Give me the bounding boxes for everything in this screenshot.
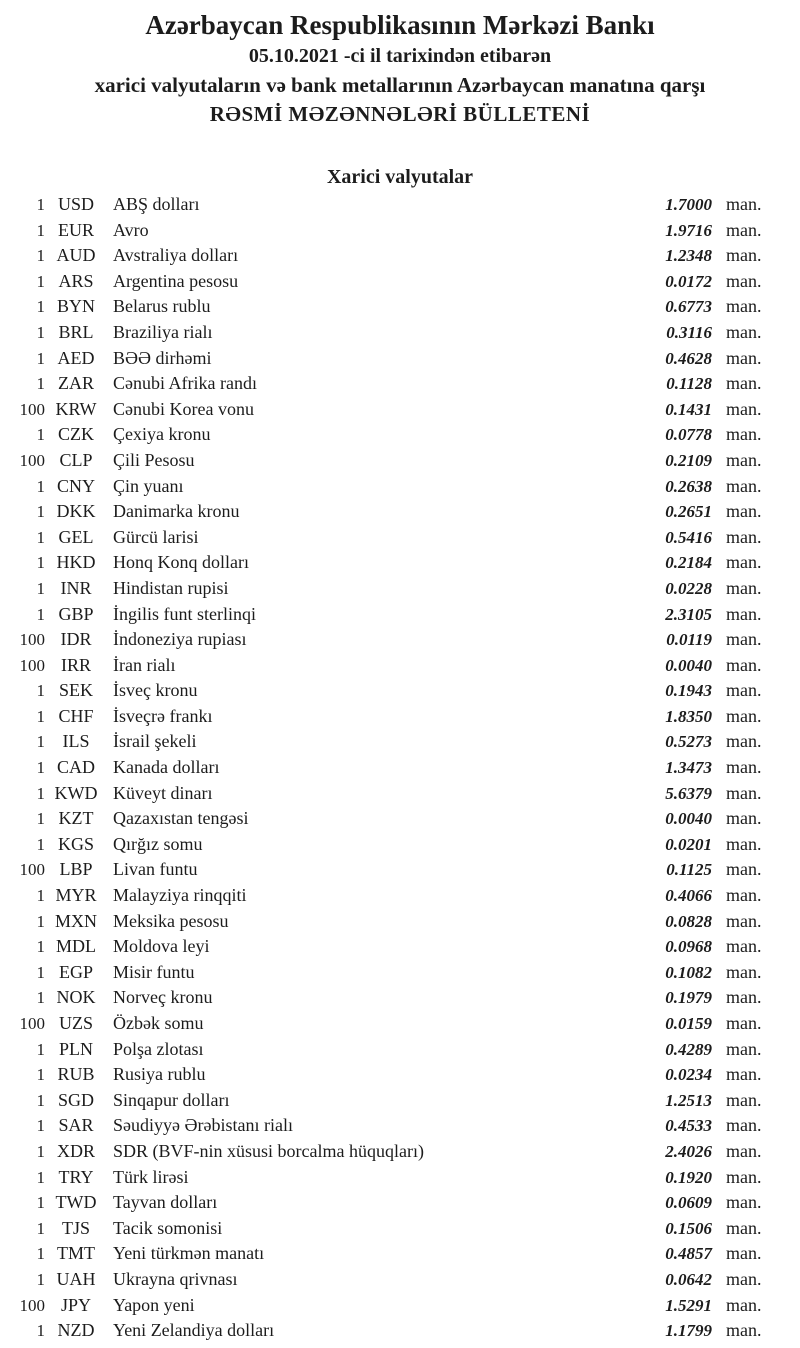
rate-value: 0.2184 (665, 553, 712, 573)
currency-code: TWD (55, 1192, 97, 1213)
rate-row (0, 245, 800, 271)
currency-code: MDL (56, 936, 96, 957)
rate-value: 0.5273 (665, 732, 712, 752)
nominal-value: 1 (36, 553, 45, 573)
nominal-value: 1 (36, 527, 45, 547)
rate-value: 0.0040 (665, 809, 712, 829)
currency-code: NZD (57, 1320, 95, 1341)
currency-code: TMT (57, 1243, 95, 1264)
unit-label: man. (726, 577, 762, 598)
rate-row (0, 1064, 800, 1090)
rate-row (0, 424, 800, 450)
currency-code: BRL (58, 321, 94, 342)
nominal-value: 100 (19, 860, 45, 880)
rates-table (0, 194, 800, 1346)
currency-code: AED (57, 347, 95, 368)
unit-label: man. (726, 526, 762, 547)
nominal-value: 1 (36, 348, 45, 368)
currency-name: İngilis funt sterlinqi (113, 603, 256, 624)
currency-code: UZS (58, 1013, 93, 1033)
nominal-value: 1 (36, 758, 45, 778)
currency-code: KRW (55, 398, 97, 419)
currency-name: Cənubi Korea vonu (113, 398, 254, 419)
currency-name: Yapon yeni (113, 1294, 195, 1315)
unit-label: man. (726, 1089, 762, 1110)
currency-code: EUR (58, 219, 94, 240)
currency-name: İsveç kronu (113, 680, 198, 701)
rate-row (0, 552, 800, 578)
unit-label: man. (726, 859, 762, 880)
rate-row (0, 808, 800, 834)
rate-value: 0.6773 (665, 297, 712, 317)
rate-value: 0.4066 (665, 886, 712, 906)
unit-label: man. (726, 1217, 762, 1238)
rate-value: 1.5291 (665, 1295, 712, 1315)
currency-name: Hindistan rupisi (113, 577, 229, 598)
currency-name: Çili Pesosu (113, 449, 195, 470)
rate-row (0, 1167, 800, 1193)
nominal-value: 1 (36, 1090, 45, 1110)
unit-label: man. (726, 1268, 762, 1289)
rate-value: 0.4628 (665, 348, 712, 368)
rate-row (0, 322, 800, 348)
currency-name: Yeni Zelandiya dolları (113, 1320, 275, 1341)
unit-label: man. (726, 603, 762, 624)
nominal-value: 1 (36, 502, 45, 522)
nominal-value: 1 (36, 1065, 45, 1085)
rate-value: 1.1799 (665, 1321, 712, 1341)
unit-label: man. (726, 1320, 762, 1341)
unit-label: man. (726, 475, 762, 496)
currency-name: Səudiyyə Ərəbistanı rialı (113, 1115, 293, 1136)
unit-label: man. (726, 1038, 762, 1059)
nominal-value: 1 (36, 246, 45, 266)
currency-name: Qazaxıstan tengəsi (113, 808, 249, 829)
rate-row (0, 655, 800, 681)
rate-value: 0.2109 (665, 450, 712, 470)
unit-label: man. (726, 1294, 762, 1315)
unit-label: man. (726, 808, 762, 829)
currency-name: Danimarka kronu (113, 501, 240, 522)
currency-name: Küveyt dinarı (113, 782, 213, 803)
rate-row (0, 859, 800, 885)
currency-code: CAD (56, 757, 95, 778)
nominal-value: 1 (36, 322, 45, 342)
unit-label: man. (726, 757, 762, 778)
effective-date-line: 05.10.2021 -ci il tarixindən etibarən (248, 45, 552, 67)
rate-value: 0.0201 (665, 834, 712, 854)
rate-value: 0.1082 (665, 962, 712, 982)
nominal-value: 1 (36, 834, 45, 854)
rate-row (0, 783, 800, 809)
nominal-value: 1 (36, 1116, 45, 1136)
rate-value: 0.5416 (665, 527, 712, 547)
nominal-value: 1 (36, 1269, 45, 1289)
rate-row (0, 1295, 800, 1321)
currency-code: NOK (56, 987, 96, 1008)
unit-label: man. (726, 961, 762, 982)
rate-value: 1.3473 (665, 758, 712, 778)
currency-name: Sinqapur dolları (113, 1089, 230, 1110)
rate-row (0, 1013, 800, 1039)
unit-label: man. (726, 321, 762, 342)
currency-code: SEK (58, 680, 93, 701)
currency-name: İsveçrə frankı (113, 705, 213, 726)
unit-label: man. (726, 245, 762, 266)
rate-value: 0.0172 (665, 271, 712, 291)
unit-label: man. (726, 219, 762, 240)
currency-code: KWD (54, 782, 98, 803)
rate-value: 0.1125 (666, 860, 712, 880)
nominal-value: 1 (36, 476, 45, 496)
rate-value: 1.7000 (665, 195, 712, 214)
unit-label: man. (726, 1013, 762, 1033)
currency-code: MYR (55, 885, 97, 906)
nominal-value: 100 (19, 1295, 45, 1315)
nominal-value: 1 (36, 425, 45, 445)
currency-name: ABŞ dolları (113, 194, 200, 214)
nominal-value: 100 (19, 630, 45, 650)
currency-name: Livan funtu (113, 859, 198, 880)
unit-label: man. (726, 885, 762, 906)
nominal-value: 1 (36, 271, 45, 291)
rate-value: 0.0828 (665, 911, 712, 931)
rate-row (0, 348, 800, 374)
currency-name: Avro (113, 219, 149, 240)
unit-label: man. (726, 424, 762, 445)
rate-value: 0.0159 (665, 1014, 712, 1033)
currency-code: INR (60, 577, 92, 598)
nominal-value: 1 (36, 1193, 45, 1213)
unit-label: man. (726, 1064, 762, 1085)
currency-code: XDR (56, 1140, 95, 1161)
unit-label: man. (726, 347, 762, 368)
rate-row (0, 1218, 800, 1244)
currency-name: Qırğız somu (113, 833, 203, 854)
unit-label: man. (726, 501, 762, 522)
nominal-value: 1 (36, 988, 45, 1008)
currency-code: MXN (54, 910, 97, 931)
unit-label: man. (726, 1192, 762, 1213)
rate-value: 0.1979 (665, 988, 712, 1008)
rate-value: 1.2348 (665, 246, 712, 266)
nominal-value: 1 (36, 604, 45, 624)
unit-label: man. (726, 936, 762, 957)
currency-name: İsrail şekeli (113, 731, 197, 752)
rate-value: 5.6379 (665, 783, 712, 803)
nominal-value: 1 (36, 962, 45, 982)
rate-value: 0.0040 (665, 655, 712, 675)
unit-label: man. (726, 1140, 762, 1161)
currency-code: ARS (58, 270, 94, 291)
nominal-value: 1 (36, 1039, 45, 1059)
currency-code: CLP (59, 449, 93, 470)
page-title: Azərbaycan Respublikasının Mərkəzi Bankı (145, 10, 655, 40)
currency-name: Gürcü larisi (113, 526, 199, 547)
currency-name: Misir funtu (113, 961, 195, 982)
rate-value: 0.1943 (665, 681, 712, 701)
currency-name: Tacik somonisi (113, 1217, 223, 1238)
bulletin-header (0, 8, 800, 128)
rate-row (0, 399, 800, 425)
nominal-value: 1 (36, 374, 45, 394)
nominal-value: 1 (36, 1141, 45, 1161)
rate-row (0, 220, 800, 246)
currency-name: Çin yuanı (113, 475, 184, 496)
rate-row (0, 680, 800, 706)
unit-label: man. (726, 833, 762, 854)
rate-row (0, 706, 800, 732)
unit-label: man. (726, 987, 762, 1008)
rate-row (0, 527, 800, 553)
currency-code: AUD (56, 245, 96, 266)
nominal-value: 1 (36, 732, 45, 752)
currency-code: HKD (56, 552, 96, 573)
currency-code: USD (57, 194, 94, 214)
unit-label: man. (726, 1115, 762, 1136)
currency-code: EGP (58, 961, 93, 982)
currency-code: KZT (58, 808, 94, 829)
nominal-value: 1 (36, 1167, 45, 1187)
rate-value: 0.0609 (665, 1193, 712, 1213)
currency-code: ZAR (58, 373, 94, 394)
nominal-value: 1 (36, 1321, 45, 1341)
nominal-value: 1 (36, 1218, 45, 1238)
rate-value: 0.0119 (666, 630, 712, 650)
subtitle-line: xarici valyutaların və bank metallarının Azərbaycan manatına qarşı (94, 73, 706, 97)
currency-name: Norveç kronu (113, 987, 213, 1008)
currency-name: Braziliya rialı (113, 321, 213, 342)
rate-value: 1.8350 (665, 706, 712, 726)
currency-name: Belarus rublu (113, 296, 211, 317)
currency-name: Çexiya kronu (113, 424, 211, 445)
nominal-value: 1 (36, 578, 45, 598)
currency-name: Polşa zlotası (113, 1038, 204, 1059)
currency-name: Avstraliya dolları (113, 245, 239, 266)
currency-code: UAH (56, 1268, 96, 1289)
rate-row (0, 578, 800, 604)
currency-code: GEL (58, 526, 94, 547)
rate-value: 0.0968 (665, 937, 712, 957)
rate-row (0, 911, 800, 937)
currency-name: Tayvan dolları (113, 1192, 218, 1213)
currency-name: Cənubi Afrika randı (113, 373, 257, 394)
currency-name: Moldova leyi (113, 936, 210, 957)
currency-code: CNY (56, 475, 95, 496)
rate-value: 0.1431 (665, 399, 712, 419)
currency-code: TJS (61, 1217, 90, 1238)
unit-label: man. (726, 910, 762, 931)
unit-label: man. (726, 680, 762, 701)
unit-label: man. (726, 1243, 762, 1264)
rate-row (0, 629, 800, 655)
unit-label: man. (726, 552, 762, 573)
currency-name: Özbək somu (113, 1013, 204, 1033)
unit-label: man. (726, 194, 762, 214)
section-title-foreign-currencies: Xarici valyutalar (326, 166, 474, 188)
rate-value: 0.2638 (665, 476, 712, 496)
currency-code: CHF (58, 705, 94, 726)
currency-name: İran rialı (113, 654, 176, 675)
currency-name: BƏƏ dirhəmi (113, 347, 212, 368)
rate-row (0, 834, 800, 860)
nominal-value: 1 (36, 681, 45, 701)
nominal-value: 1 (36, 220, 45, 240)
rate-row (0, 1039, 800, 1065)
currency-name: Malayziya rinqqiti (113, 885, 247, 906)
rate-value: 0.1128 (666, 374, 712, 394)
rate-row (0, 987, 800, 1013)
bulletin-title: RƏSMİ MƏZƏNNƏLƏRİ BÜLLETENİ (209, 102, 591, 126)
nominal-value: 100 (19, 1014, 45, 1033)
currency-code: TRY (58, 1166, 94, 1187)
nominal-value: 1 (36, 783, 45, 803)
nominal-value: 1 (36, 886, 45, 906)
currency-name: SDR (BVF-nin xüsusi borcalma hüquqları) (113, 1140, 424, 1161)
currency-code: LBP (59, 859, 93, 880)
rate-value: 0.3116 (666, 322, 712, 342)
rate-row (0, 501, 800, 527)
unit-label: man. (726, 449, 762, 470)
rate-row (0, 1090, 800, 1116)
nominal-value: 1 (36, 911, 45, 931)
rate-value: 0.0642 (665, 1269, 712, 1289)
rate-value: 0.1506 (665, 1218, 712, 1238)
rate-value: 1.9716 (665, 220, 712, 240)
nominal-value: 1 (36, 297, 45, 317)
currency-name: Meksika pesosu (113, 910, 229, 931)
rate-row (0, 604, 800, 630)
rate-row (0, 885, 800, 911)
rate-row (0, 1269, 800, 1295)
unit-label: man. (726, 373, 762, 394)
rate-row (0, 1141, 800, 1167)
rate-row (0, 194, 800, 220)
currency-name: Rusiya rublu (113, 1064, 206, 1085)
rate-row (0, 731, 800, 757)
rate-value: 0.0228 (665, 578, 712, 598)
currency-code: ILS (62, 731, 90, 752)
rate-row (0, 296, 800, 322)
currency-code: DKK (56, 501, 96, 522)
currency-code: BYN (56, 296, 95, 317)
rate-value: 0.2651 (665, 502, 712, 522)
rate-row (0, 757, 800, 783)
currency-code: JPY (60, 1294, 91, 1315)
currency-name: İndoneziya rupiası (113, 629, 247, 650)
rate-value: 0.0234 (665, 1065, 712, 1085)
nominal-value: 100 (19, 399, 45, 419)
unit-label: man. (726, 782, 762, 803)
currency-code: KGS (57, 833, 94, 854)
rate-row (0, 373, 800, 399)
currency-name: Yeni türkmən manatı (113, 1243, 265, 1264)
rate-value: 0.4289 (665, 1039, 712, 1059)
unit-label: man. (726, 1166, 762, 1187)
unit-label: man. (726, 731, 762, 752)
nominal-value: 1 (36, 809, 45, 829)
currency-name: Honq Konq dolları (113, 552, 249, 573)
nominal-value: 1 (36, 937, 45, 957)
unit-label: man. (726, 629, 762, 650)
rate-row (0, 476, 800, 502)
rate-value: 2.4026 (665, 1141, 712, 1161)
rate-row (0, 1320, 800, 1346)
rate-value: 1.2513 (665, 1090, 712, 1110)
rate-value: 0.0778 (665, 425, 712, 445)
currency-code: RUB (57, 1064, 95, 1085)
currency-code: IDR (60, 629, 92, 650)
rate-row (0, 936, 800, 962)
currency-name: Kanada dolları (113, 757, 220, 778)
rate-row (0, 271, 800, 297)
unit-label: man. (726, 705, 762, 726)
nominal-value: 100 (19, 450, 45, 470)
unit-label: man. (726, 654, 762, 675)
rate-value: 0.1920 (665, 1167, 712, 1187)
unit-label: man. (726, 296, 762, 317)
currency-code: SGD (57, 1089, 94, 1110)
unit-label: man. (726, 270, 762, 291)
rate-value: 2.3105 (665, 604, 712, 624)
nominal-value: 1 (36, 706, 45, 726)
rate-value: 0.4857 (665, 1244, 712, 1264)
nominal-value: 100 (19, 655, 45, 675)
currency-code: IRR (60, 654, 91, 675)
currency-code: PLN (58, 1038, 93, 1059)
rate-row (0, 450, 800, 476)
nominal-value: 1 (36, 1244, 45, 1264)
rate-row (0, 1192, 800, 1218)
currency-code: CZK (58, 424, 94, 445)
rate-value: 0.4533 (665, 1116, 712, 1136)
unit-label: man. (726, 398, 762, 419)
nominal-value: 1 (36, 195, 45, 214)
currency-name: Türk lirəsi (113, 1166, 189, 1187)
currency-code: SAR (58, 1115, 94, 1136)
currency-code: GBP (58, 603, 94, 624)
currency-name: Argentina pesosu (113, 270, 239, 291)
rate-row (0, 1243, 800, 1269)
rate-row (0, 1115, 800, 1141)
rate-row (0, 962, 800, 988)
currency-name: Ukrayna qrivnası (113, 1268, 238, 1289)
